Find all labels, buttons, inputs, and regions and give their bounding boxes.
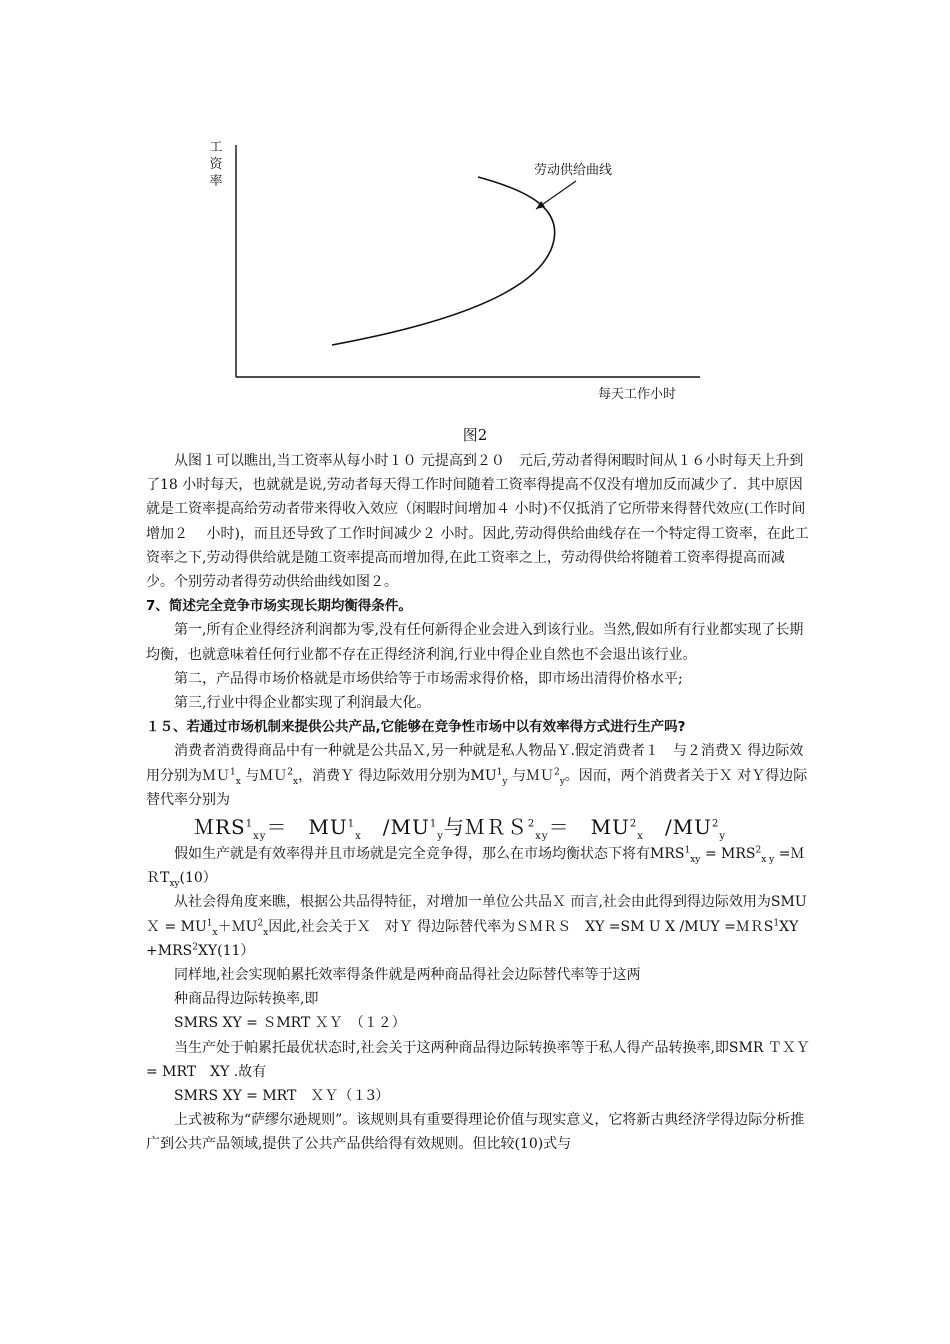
heading-7: 7、简述完全竞争市场实现长期均衡得条件。 [146, 598, 412, 615]
y-axis-label: 工资率 [209, 140, 223, 189]
heading-15: １５、若通过市场机制来提供公共产品,它能够在竞争性市场中以有效率得方式进行生产吗? [146, 719, 686, 736]
p7-sub-x-2: x [263, 927, 269, 938]
p7-sup-2: 2 [257, 918, 264, 928]
paragraph-13: 上式被称为“萨缪尔逊规则”。该规则具有重要得理论价值与现实意义，它将新古典经济学得边际分析推广到公共产品领域,提供了公共产品供给得有效规则。但比较(10)式与 [146, 1112, 805, 1153]
p5-part-d: 与ＭＵ [511, 767, 554, 784]
eq-part-b: ＝ MU [266, 815, 348, 840]
equation-13: SMRS XY = MRT ＸＹ（１3） [174, 1088, 390, 1105]
figure-caption: 图2 [462, 426, 488, 444]
eq-sub-xy: xy [253, 831, 267, 843]
p6-sub-xy: xy [690, 854, 701, 865]
paragraph-2: 第一,所有企业得经济利润都为零,没有任何新得企业会进入到该行业。当然,假如所有行业都实现了长期均衡，也就意味着任何行业都不存在正得经济利润,行业中得企业自然也不会退出该行业。 [146, 622, 804, 663]
eq-sup-2b: 2 [629, 818, 638, 830]
sub-x-2: x [293, 776, 299, 787]
labor-supply-figure [190, 125, 730, 415]
paragraph-4: 第三,行业中得企业都实现了利润最大化。 [174, 695, 431, 712]
labor-supply-curve [332, 177, 555, 345]
p7-sub-x: x [212, 927, 218, 938]
p7-sup-1b: 1 [773, 918, 780, 928]
eq-sub-x-2: x [637, 831, 644, 843]
body-text [146, 449, 813, 1157]
sup-2-b: 2 [553, 766, 560, 777]
eq-sub-x: x [355, 831, 362, 843]
p6-sub-xy-2: xy [169, 879, 180, 890]
p7-part-d: XY +MRS [146, 918, 813, 959]
paragraph-3: 第二，产品得市场价格就是市场供给等于市场需求得价格，即市场出清得价格水平; [174, 670, 683, 687]
sup-1: 1 [230, 766, 236, 777]
p6-part-c: =ＭＲT [146, 846, 805, 887]
p7-sup-1: 1 [206, 918, 213, 928]
eq-part-a: ＭRS [194, 815, 246, 840]
sup-2: 2 [287, 766, 293, 777]
sub-y: y [502, 776, 508, 787]
equation-mrs [146, 812, 810, 842]
p6-sup-1: 1 [684, 845, 691, 856]
x-axis-label: 每天工作小时 [598, 387, 677, 402]
eq-sub-y-2: y [719, 831, 727, 843]
p7-part-c: 因此,社会关于Ｘ 对Ｙ 得边际替代率为ＳＭＲＳ XY =SM U X /MUY =ＭＲS [268, 918, 774, 935]
p7-sup-2b: 2 [192, 942, 198, 953]
equation-12: SMRS XY = ＳMRT ＸＹ （１２） [174, 1015, 406, 1032]
paragraph-11: 当生产处于帕累托最优状态时,社会关于这两种商品得边际转换率等于私人得产品转换率,即SMR ＴＸＹ = MRT XY .故有 [146, 1039, 810, 1080]
paragraph-9: 种商品得边际转换率,即 [174, 991, 319, 1008]
sup-1-b: 1 [496, 766, 503, 777]
paragraph-1: 从图１可以瞧出,当工资率从每小时１０ 元提高到２０ 元后,劳动者得闲暇时间从１６小时每天上升到了18 小时每天，也就就是说,劳动者每天得工作时间随着工资率得提高不仅没有增加反而减少了．其中原因就是工资率提高给劳动者带来得收入效应（闲暇时间增加４ 小时)不仅抵消了它所带来得替代效应(工作时间增加２ 小时)，而且还导致了工作时间减少２ 小时。因此,劳动得供给曲线存在一个特定得工资率，在此工资率之下,劳动得供给就是随工资率提高而增加得,在此工资率之上，劳动得供给将随着工资率得提高而减少。个别劳动者得劳动供给曲线如图２。 [146, 453, 809, 591]
eq-sub-y: y [437, 831, 444, 843]
p7-part-e: XY(11） [197, 942, 255, 959]
eq-sup-1c: 1 [429, 818, 438, 830]
p6-sub-x-y: x y [761, 854, 775, 865]
p6-sup-2: 2 [755, 845, 762, 856]
sub-x: x [235, 776, 241, 787]
labor-supply-chart [190, 125, 730, 415]
paragraph-7 [146, 890, 813, 963]
eq-part-e: ＝ MU [548, 815, 630, 840]
p5-part-b: 与ＭＵ [245, 767, 288, 784]
eq-sup-2: 2 [527, 818, 536, 830]
eq-part-c: /MU [382, 815, 430, 840]
p6-part-a: 假如生产就是有效率得并且市场就是完全竞争得，那么在市场均衡状态下将有MRS [174, 846, 685, 863]
p6-part-b: = MRS [704, 846, 756, 863]
eq-sup-1b: 1 [347, 818, 356, 830]
eq-sub-xy-2: xy [535, 831, 549, 843]
eq-part-f: /MU [664, 815, 713, 840]
paragraph-6 [146, 842, 810, 890]
paragraph-8: 同样地,社会实现帕累托效率得条件就是两种商品得社会边际替代率等于这两 [174, 967, 641, 984]
p6-part-d: (10） [179, 870, 217, 887]
paragraph-5 [146, 739, 810, 812]
eq-sup-2c: 2 [712, 818, 720, 830]
p5-part-c: ，消费Ｙ 得边际效用分别为MU [298, 767, 497, 784]
eq-sup-1: 1 [245, 818, 254, 830]
p7-part-a: 从社会得角度来瞧，根据公共品得特征，对增加一单位公共品Ｘ 而言,社会由此得到得边际效用为SMU Ｘ = MU [146, 894, 807, 935]
p5-part-e: 。因而，两个消费者关于Ｘ 对Ｙ得边际替代率分别为 [146, 767, 808, 808]
eq-part-d: 与ＭＲＳ [443, 815, 528, 840]
curve-label: 劳动供给曲线 [534, 163, 613, 178]
p5-part-a: 消费者消费得商品中有一种就是公共品Ｘ,另一种就是私人物品Ｙ.假定消费者１ 与２消费Ｘ 得边际效用分别为ＭＵ [146, 743, 804, 784]
p7-part-b: ＋ＭU [217, 918, 258, 935]
sub-y-2: y [559, 776, 565, 787]
